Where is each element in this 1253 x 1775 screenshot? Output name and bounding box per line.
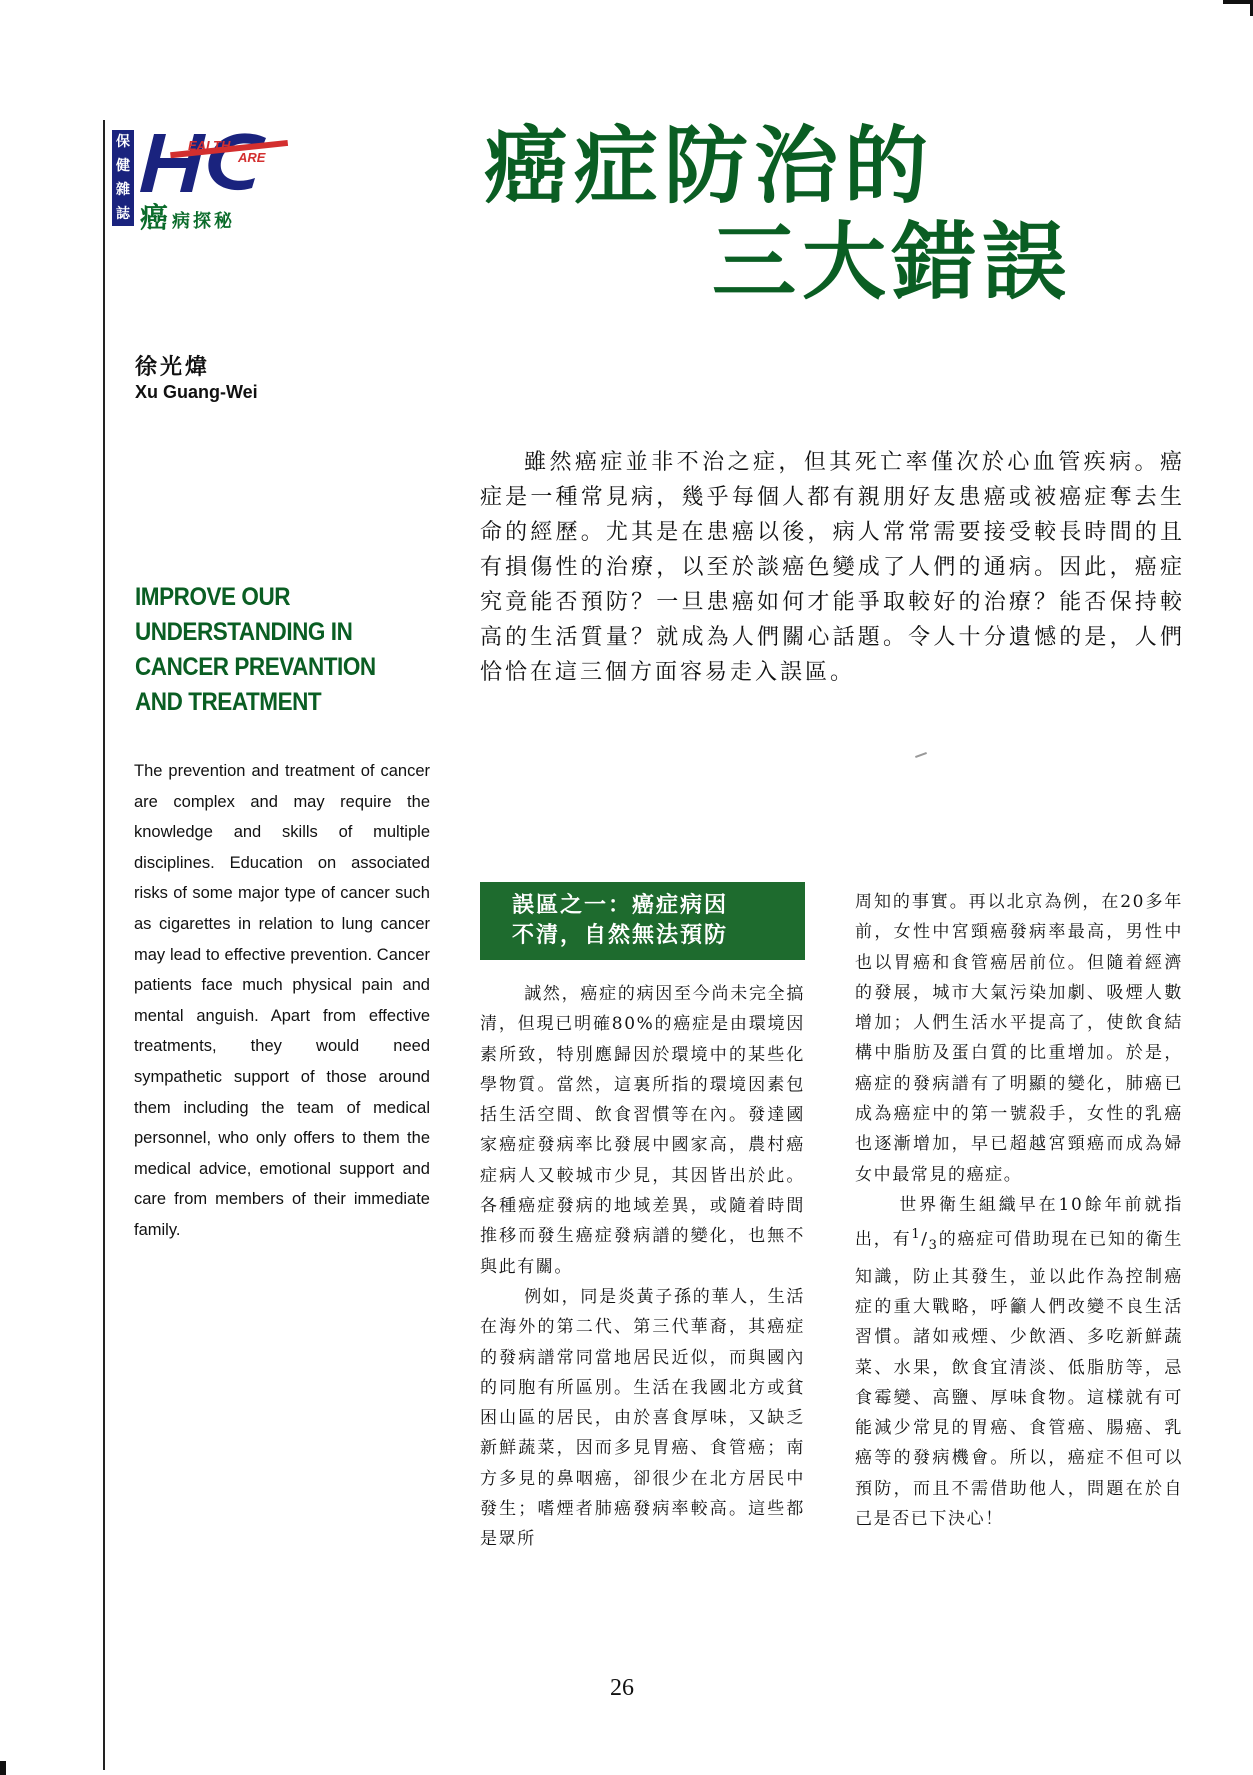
magazine-name-vertical: 保 健 雜 誌 [112, 130, 134, 226]
column-name: 癌病探秘 [140, 201, 236, 234]
title-line-1: 癌症防治的 [484, 116, 935, 215]
author-name-english: Xu Guang-Wei [135, 382, 258, 402]
section-heading-line-1: 誤區之一：癌症病因 [512, 893, 729, 918]
body-column-middle [480, 979, 805, 1555]
body-column-right [855, 887, 1183, 1534]
print-speck [915, 752, 927, 758]
hc-logo-overlay-text: EALTH [188, 138, 231, 153]
title-line-2: 三大錯誤 [712, 212, 1073, 311]
magazine-logo [112, 128, 302, 238]
section-heading-box [480, 882, 805, 960]
fraction-denominator: 3 [928, 1238, 939, 1254]
svg-text:ARE: ARE [238, 150, 266, 165]
crop-mark-top [1223, 0, 1253, 4]
hc-logo-mark [140, 128, 300, 196]
body-paragraph: 周知的事實。再以北京為例，在20多年前，女性中宮頸癌發病率最高，男性中也以胃癌和食管癌居前位。但隨着經濟的發展，城市大氣污染加劇、吸煙人數增加；人們生活水平提高了，使飲食結構中脂肪及蛋白質的比重增加。於是，癌症的發病譜有了明顯的變化，肺癌已成為癌症中的第一號殺手，女性的乳癌也逐漸增加，早已超越宮頸癌而成為婦女中最常見的癌症。 [855, 892, 1183, 1185]
body-paragraph: 誠然，癌症的病因至今尚未完全搞清，但現已明確80%的癌症是由環境因素所致，特別應歸因於環境中的某些化學物質。當然，這裏所指的環境因素包括生活空間、飲食習慣等在內。發達國家癌症發病率比發展中國家高，農村癌症病人又較城市少見，其因皆出於此。各種癌症發病的地域差異，或隨着時間推移而發生癌症發病譜的變化，也無不與此有關。 [480, 984, 805, 1277]
body-paragraph: 世界衛生組織早在10餘年前就指出，有$^1/_3$的癌症可借助現在已知的衛生知識，防止其發生，並以此作為控制癌症的重大戰略，呼籲人們改變不良生活習慣。諸如戒煙、少飲酒、多吃新鮮蔬菜、水果，飲食宜清淡、低脂肪等，忌食霉變、高鹽、厚味食物。這樣就有可能減少常見的胃癌、食管癌、腸癌、乳癌等的發病機會。所以，癌症不但可以預防，而且不需借助他人，問題在於自己是否已下決心！ [855, 1194, 1183, 1529]
author-name-chinese: 徐光煒 [135, 355, 211, 380]
body-paragraph: 例如，同是炎黃子孫的華人，生活在海外的第二代、第三代華裔，其癌症的發病譜常同當地居民近似，而與國內的同胞有所區別。生活在我國北方或貧困山區的居民，由於喜食厚味，又缺乏新鮮蔬菜，因而多見胃癌、食管癌；南方多見的鼻咽癌，卻很少在北方居民中發生；嗜煙者肺癌發病率較高。這些都是眾所 [480, 1286, 805, 1550]
english-abstract: The prevention and treatment of cancer are complex and may require the knowledge and skills of multiple disciplines. Education on associated risks of some major type of cancer such as cigarettes in relation to lung cancer may lead to effective prevention. Cancer patients face much physical pain and mental anguish. Apart from effective treatments, they would need sympathetic support of those around them including the team of medical personnel, who only offers to them the medical advice, emotional support and care from members of their immediate family. [134, 762, 430, 1239]
article-title [470, 118, 1190, 310]
page-number: 26 [610, 1675, 634, 1701]
crop-mark-bottom [0, 1761, 6, 1775]
intro-paragraph: 雖然癌症並非不治之症，但其死亡率僅次於心血管疾病。癌症是一種常見病，幾乎每個人都有親朋好友患癌或被癌症奪去生命的經歷。尤其是在患癌以後，病人常常需要接受較長時間的且有損傷性的治療，以至於談癌色變成了人們的通病。因此，癌症究竟能否預防？一旦患癌如何才能爭取較好的治療？能否保持較高的生活質量？就成為人們關心話題。令人十分遺憾的是，人們恰恰在這三個方面容易走入誤區。 [480, 450, 1185, 685]
english-heading: IMPROVE OUR UNDERSTANDING IN CANCER PREVANTION AND TREATMENT [135, 583, 376, 716]
left-margin-rule [103, 120, 105, 1770]
fraction-numerator: 1 [911, 1227, 922, 1243]
section-heading-line-2: 不清，自然無法預防 [512, 923, 729, 948]
